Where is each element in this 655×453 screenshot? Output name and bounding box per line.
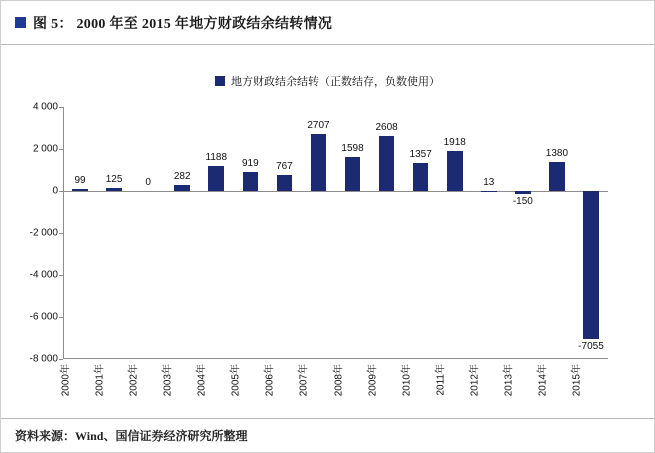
y-axis-tick-mark: [59, 275, 63, 276]
y-axis-tick-mark: [59, 107, 63, 108]
bar: [549, 162, 565, 191]
bar-value-label: 99: [74, 174, 86, 186]
bar-value-label: 282: [173, 171, 191, 183]
y-axis-tick-mark: [59, 317, 63, 318]
x-axis-tick-label: [571, 363, 607, 397]
bar-value-label: 1918: [443, 136, 466, 148]
x-axis-tick-text: 2014年: [537, 364, 549, 397]
bar-value-label: 919: [242, 157, 259, 169]
y-axis-tick-mark: [59, 359, 63, 360]
x-axis-tick-text: 2002年: [128, 364, 140, 397]
x-axis-tick-text: 2010年: [401, 364, 413, 397]
bar: [447, 151, 463, 191]
figure-header: [1, 1, 654, 45]
x-axis-tick-text: 2004年: [196, 364, 208, 397]
chart-axes-frame: [63, 107, 608, 359]
y-axis-tick-label: 0: [52, 185, 58, 197]
bar: [72, 189, 88, 191]
y-axis-tick-label: -6 000: [29, 311, 58, 323]
bar: [413, 163, 429, 191]
x-axis-tick-text: 2011年: [435, 364, 447, 396]
bar-value-label: 2707: [307, 120, 330, 132]
figure-marker-icon: [15, 17, 26, 28]
x-axis-tick-text: 2003年: [162, 364, 174, 397]
bar: [311, 134, 327, 191]
figure-footer: [1, 418, 654, 452]
chart-legend: [1, 73, 654, 89]
bar: [106, 188, 122, 191]
bar: [208, 166, 224, 191]
x-axis-tick-text: 2013年: [503, 364, 515, 397]
y-axis-tick-mark: [59, 233, 63, 234]
chart-plot-area: [29, 101, 608, 397]
bar-value-label: 13: [483, 176, 495, 188]
bar-value-label: 2608: [375, 122, 398, 134]
bar-value-label: 0: [145, 177, 151, 188]
bar-value-label: 767: [276, 160, 293, 172]
y-axis-tick-label: -4 000: [29, 269, 58, 281]
bar-value-label: 1380: [545, 148, 569, 160]
x-axis-tick-text: 2005年: [230, 364, 242, 397]
y-axis-tick-label: 4 000: [32, 101, 58, 113]
bar-value-label: 125: [105, 174, 123, 186]
source-note: 资料来源：Wind、国信证券经济研究所整理: [15, 429, 248, 443]
x-axis-tick-text: 2000年: [60, 364, 72, 397]
bar: [345, 157, 361, 191]
legend-swatch-icon: [215, 76, 225, 86]
bar-value-label: 1188: [205, 152, 228, 164]
y-axis-tick-label: -2 000: [29, 227, 58, 239]
y-axis-tick-label: 2 000: [32, 143, 58, 155]
y-axis-tick-label: -8 000: [29, 353, 58, 365]
legend-label: 地方财政结余结转（正数结存，负数使用）: [231, 76, 440, 88]
x-axis-tick-text: 2008年: [332, 364, 344, 397]
bar-value-label: -7055: [578, 341, 604, 353]
bar: [174, 185, 190, 191]
x-axis-tick-text: 2015年: [571, 364, 583, 397]
x-axis-tick-text: 2009年: [366, 364, 378, 397]
x-axis-tick-text: 2012年: [469, 364, 481, 397]
bar-value-label: -150: [512, 196, 533, 208]
bar: [515, 191, 531, 194]
x-axis-tick-text: 2007年: [298, 364, 310, 397]
bar: [481, 191, 497, 192]
bar: [379, 136, 395, 191]
x-axis-tick-text: 2006年: [264, 364, 276, 397]
bar-value-label: 1598: [341, 143, 364, 155]
bar-value-label: 1357: [409, 148, 432, 160]
bar: [583, 191, 599, 339]
figure-title: 图 5： 2000 年至 2015 年地方财政结余结转情况: [33, 16, 333, 32]
x-axis-tick-text: 2001年: [94, 364, 106, 397]
y-axis-tick-mark: [59, 149, 63, 150]
bar: [277, 175, 293, 191]
bar: [243, 172, 259, 191]
